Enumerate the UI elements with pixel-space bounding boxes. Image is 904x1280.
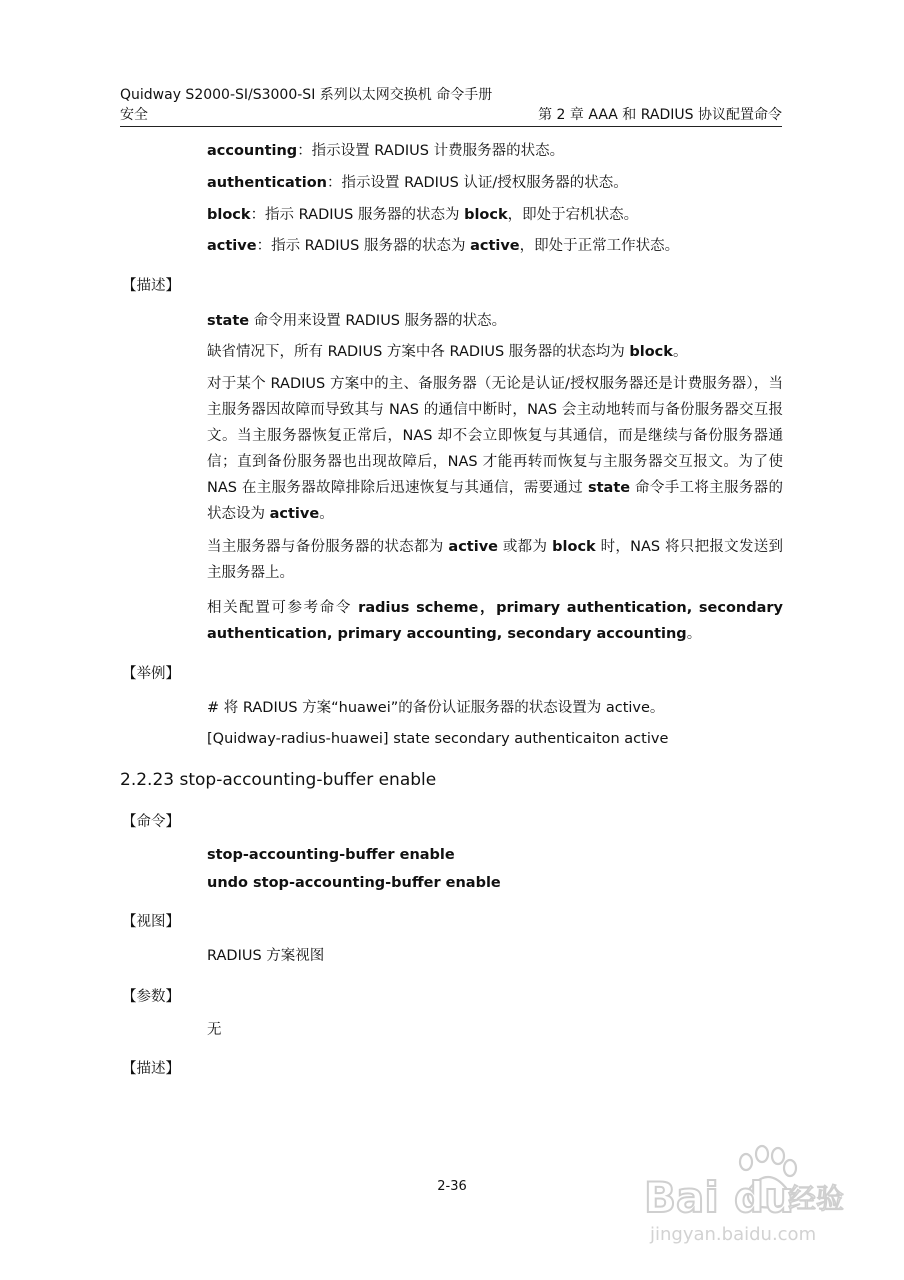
svg-text:经验: 经验: [788, 1182, 845, 1215]
command-heading: 【命令】: [122, 814, 180, 830]
svg-text:Bai: Bai: [644, 1173, 719, 1222]
description-heading-2: 【描述】: [122, 1061, 180, 1077]
command-line-1: stop-accounting-buffer enable: [207, 847, 455, 863]
watermark-url: jingyan.baidu.com: [650, 1224, 817, 1245]
view-text: RADIUS 方案视图: [207, 948, 325, 964]
description-para-3: 对于某个 RADIUS 方案中的主、备服务器（无论是认证/授权服务器还是计费服务器），当主服务器因故障而导致其与 NAS 的通信中断时，NAS 会主动地转而与备份服务器交互报文。当主服务器恢复正常后，NAS 却不会立即恢复与其通信，而是继续与备份服务器通信；直到备份服务器也出现故障后，NAS 才能再转而恢复与主服务器交互报文。为了使 NAS 在主服务器故障排除后迅速恢复与其通信，需要通过 state 命令手工将主服务器的状态设为 active。: [207, 376, 784, 522]
param-authentication: authentication：指示设置 RADIUS 认证/授权服务器的状态。: [207, 175, 628, 191]
header-divider: [120, 126, 782, 127]
command-line-2: undo stop-accounting-buffer enable: [207, 875, 501, 891]
section-title: 2.2.23 stop-accounting-buffer enable: [120, 770, 437, 790]
example-comment: # 将 RADIUS 方案“huawei”的备份认证服务器的状态设置为 active。: [207, 700, 665, 716]
description-para-4: 当主服务器与备份服务器的状态都为 active 或都为 block 时，NAS 将只把报文发送到主服务器上。: [207, 539, 784, 581]
example-heading: 【举例】: [122, 666, 180, 682]
svg-text:du: du: [734, 1173, 794, 1222]
example-command: [Quidway-radius-huawei] state secondary authenticaiton active: [207, 731, 669, 747]
description-para-5: 相关配置可参考命令 radius scheme，primary authentication, secondary authentication, primary accounting, secondary accounting。: [207, 600, 784, 642]
description-para-1: state 命令用来设置 RADIUS 服务器的状态。: [207, 313, 507, 329]
param-block: block：指示 RADIUS 服务器的状态为 block，即处于宕机状态。: [207, 207, 639, 223]
header-chapter: 第 2 章 AAA 和 RADIUS 协议配置命令: [538, 107, 782, 123]
view-heading: 【视图】: [122, 914, 180, 930]
parameter-text: 无: [207, 1022, 222, 1038]
param-accounting: accounting：指示设置 RADIUS 计费服务器的状态。: [207, 143, 565, 159]
header-book-title: Quidway S2000-SI/S3000-SI 系列以太网交换机 命令手册: [120, 87, 493, 103]
parameter-heading: 【参数】: [122, 989, 180, 1005]
header-section: 安全: [120, 107, 148, 123]
baidu-watermark: [638, 1140, 878, 1250]
param-active: active：指示 RADIUS 服务器的状态为 active，即处于正常工作状态。: [207, 238, 680, 254]
description-heading: 【描述】: [122, 278, 180, 294]
description-para-2: 缺省情况下，所有 RADIUS 方案中各 RADIUS 服务器的状态均为 block。: [207, 344, 688, 360]
page-number: 2-36: [437, 1179, 467, 1194]
